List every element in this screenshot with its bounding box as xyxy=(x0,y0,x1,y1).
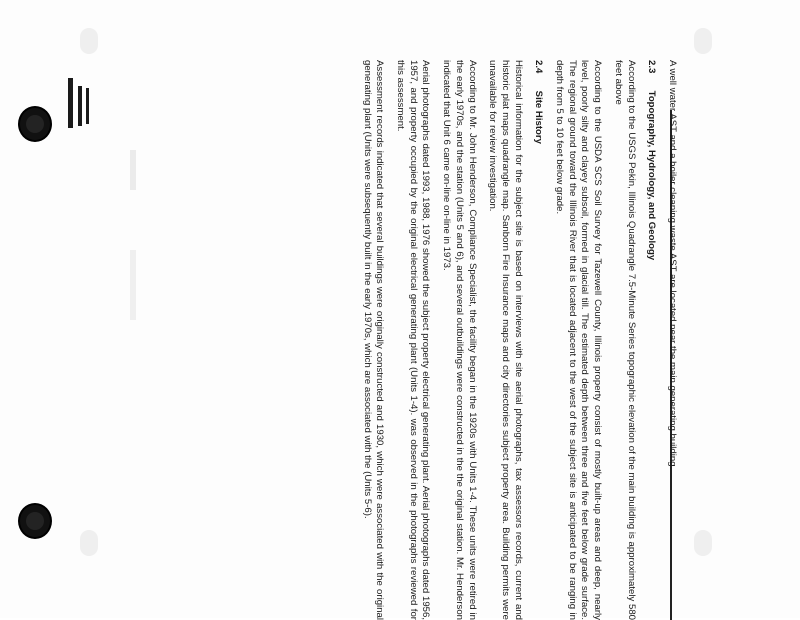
scan-ghost-mark xyxy=(80,28,98,54)
section-heading xyxy=(532,60,545,620)
paragraph: Aerial photographs dated 1993, 1988, 1976 showed the subject property electrical generating plant. Aerial photographs dated 1956, 1957, and property occupied by the original electrical generating plant (Units 1-4). was observed in the photographs reviewed for this assessment. xyxy=(395,60,432,620)
scan-smudge xyxy=(130,250,136,320)
intro-paragraph: A well water AST and a boiler cleaning waste AST are located near the main generating building. xyxy=(667,60,678,470)
section-number: 2.4 xyxy=(533,60,545,74)
binding-edge xyxy=(68,78,73,128)
binding-edge xyxy=(78,86,82,126)
paragraph: Historical information for the subject site is based on interviews with site aerial photographs, tax assessors records, current and historic plat maps quadrangle map. Sanborn Fire Insurance maps and city directories subject property area. Building permits were unavailable for review investigation. xyxy=(487,60,524,620)
section-title: Topography, Hydrology, and Geology xyxy=(646,90,658,261)
scan-smudge xyxy=(130,150,136,190)
binding-edge xyxy=(86,88,89,124)
paragraph: According to Mr. John Henderson, Compliance Specialist, the facility began in the 1920s with Units 1-4. These units were retired in the early 1970s, and the station (Units 5 and 6), and several outbuildings were constructed in the the original station. Mr. Henderson indicated that Unit 6 came on-line on-line in 1973. xyxy=(441,60,478,620)
document-body xyxy=(178,60,678,620)
binder-hole-icon xyxy=(18,106,52,142)
scan-ghost-mark xyxy=(694,530,712,556)
section-heading xyxy=(645,60,658,620)
section-title: Site History xyxy=(533,90,545,144)
paragraph: According to the USDA SCS Soil Survey for Tazewell County, Illinois property consist of mostly built-up areas and deep, nearly level, poorly silty and clayey subsoil, formed in glacial till. The estimated depth between three and five feet below grade surface. The regional ground toward the Illinois River that is located adjacent to the west of the subject site is anticipated to be ranging in depth from 5 to 10 feet below grade. xyxy=(554,60,604,620)
scan-ghost-mark xyxy=(80,530,98,556)
paragraph: According to the USGS Pekin, Illinois Quadrangle 7.5-Minute Series topographic elevation of the main building is approximately 580 feet above xyxy=(612,60,637,620)
binder-hole-icon xyxy=(18,503,52,539)
paragraph: Assessment records indicated that several buildings were originally constructed and 1930, which were associated with the original generating plant (Units were subsequently built in the early 1970s, which are associated with the (Units 5-6). xyxy=(361,60,386,620)
scan-ghost-mark xyxy=(694,28,712,54)
section-number: 2.3 xyxy=(646,60,658,74)
